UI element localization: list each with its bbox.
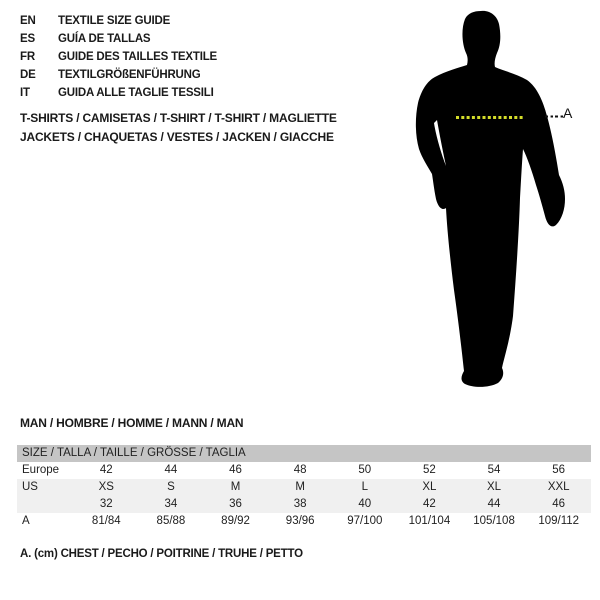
size-cell: XL bbox=[487, 481, 502, 493]
size-cell: M bbox=[230, 481, 241, 493]
language-row-en bbox=[20, 12, 217, 30]
language-title: TEXTILE SIZE GUIDE bbox=[58, 15, 171, 27]
size-cell: 44 bbox=[164, 464, 178, 476]
table-row-chest-cm bbox=[17, 513, 591, 530]
size-cell: S bbox=[167, 481, 175, 493]
row-label: Europe bbox=[22, 464, 60, 476]
language-code: FR bbox=[20, 51, 35, 63]
category-list bbox=[20, 109, 337, 147]
size-table bbox=[17, 445, 591, 530]
size-cell: 81/84 bbox=[91, 515, 121, 527]
language-row-it bbox=[20, 84, 217, 102]
size-cell: L bbox=[361, 481, 369, 493]
language-list bbox=[20, 12, 217, 102]
size-cell: 89/92 bbox=[221, 515, 250, 527]
language-code: EN bbox=[20, 15, 36, 27]
man-silhouette bbox=[390, 0, 600, 400]
size-cell: 34 bbox=[164, 498, 178, 510]
size-cell: 50 bbox=[358, 464, 372, 476]
row-label bbox=[17, 496, 74, 513]
size-cell: 85/88 bbox=[156, 515, 186, 527]
size-cell: 46 bbox=[229, 464, 242, 476]
size-cell: M bbox=[295, 481, 305, 493]
size-cell: 56 bbox=[552, 464, 566, 476]
language-title: TEXTILGRÖßENFÜHRUNG bbox=[58, 69, 201, 81]
size-cell: 44 bbox=[487, 498, 501, 510]
size-cell: 40 bbox=[358, 498, 372, 510]
size-cell: 38 bbox=[293, 498, 307, 510]
measure-label-a: A bbox=[563, 105, 573, 121]
size-cell: 97/100 bbox=[347, 515, 383, 527]
size-cell: 52 bbox=[423, 464, 436, 476]
size-cell: 93/96 bbox=[285, 515, 315, 527]
size-cell: 101/104 bbox=[408, 515, 451, 527]
size-cell: 54 bbox=[487, 464, 501, 476]
size-cell: 32 bbox=[99, 498, 113, 510]
language-row-es bbox=[20, 30, 217, 48]
measurement-footnote: A. (cm) CHEST / PECHO / POITRINE / TRUHE / PETTO bbox=[20, 548, 303, 560]
language-row-de bbox=[20, 66, 217, 84]
table-row-europe bbox=[17, 462, 591, 479]
row-label: A bbox=[22, 515, 30, 527]
category-line-jackets: JACKETS / CHAQUETAS / VESTES / JACKEN / GIACCHE bbox=[20, 130, 334, 144]
size-cell: 46 bbox=[552, 498, 566, 510]
size-cell: XXL bbox=[547, 481, 570, 493]
language-code: IT bbox=[20, 87, 30, 99]
language-row-fr bbox=[20, 48, 217, 66]
language-code: DE bbox=[20, 69, 36, 81]
size-cell: 42 bbox=[99, 464, 113, 476]
size-cell: 105/108 bbox=[473, 515, 515, 527]
section-title-man: MAN / HOMBRE / HOMME / MANN / MAN bbox=[20, 416, 244, 430]
size-cell: 36 bbox=[229, 498, 242, 510]
language-title: GUÍA DE TALLAS bbox=[58, 33, 151, 45]
size-cell: 42 bbox=[423, 498, 436, 510]
size-cell: 48 bbox=[293, 464, 307, 476]
category-line-tshirts: T-SHIRTS / CAMISETAS / T-SHIRT / T-SHIRT / MAGLIETTE bbox=[20, 111, 337, 125]
size-cell: XS bbox=[98, 481, 114, 493]
size-cell: 109/112 bbox=[538, 515, 580, 527]
language-title: GUIDE DES TAILLES TEXTILE bbox=[58, 51, 217, 63]
man-silhouette-shape bbox=[416, 11, 565, 387]
language-code: ES bbox=[20, 33, 35, 45]
size-cell: XL bbox=[422, 481, 437, 493]
language-title: GUIDA ALLE TAGLIE TESSILI bbox=[58, 87, 214, 99]
size-table-header: SIZE / TALLA / TAILLE / GRÖSSE / TAGLIA bbox=[17, 445, 591, 462]
row-label: US bbox=[22, 481, 38, 493]
table-row-us-numeric bbox=[17, 496, 591, 513]
table-row-us-letter bbox=[17, 479, 591, 496]
